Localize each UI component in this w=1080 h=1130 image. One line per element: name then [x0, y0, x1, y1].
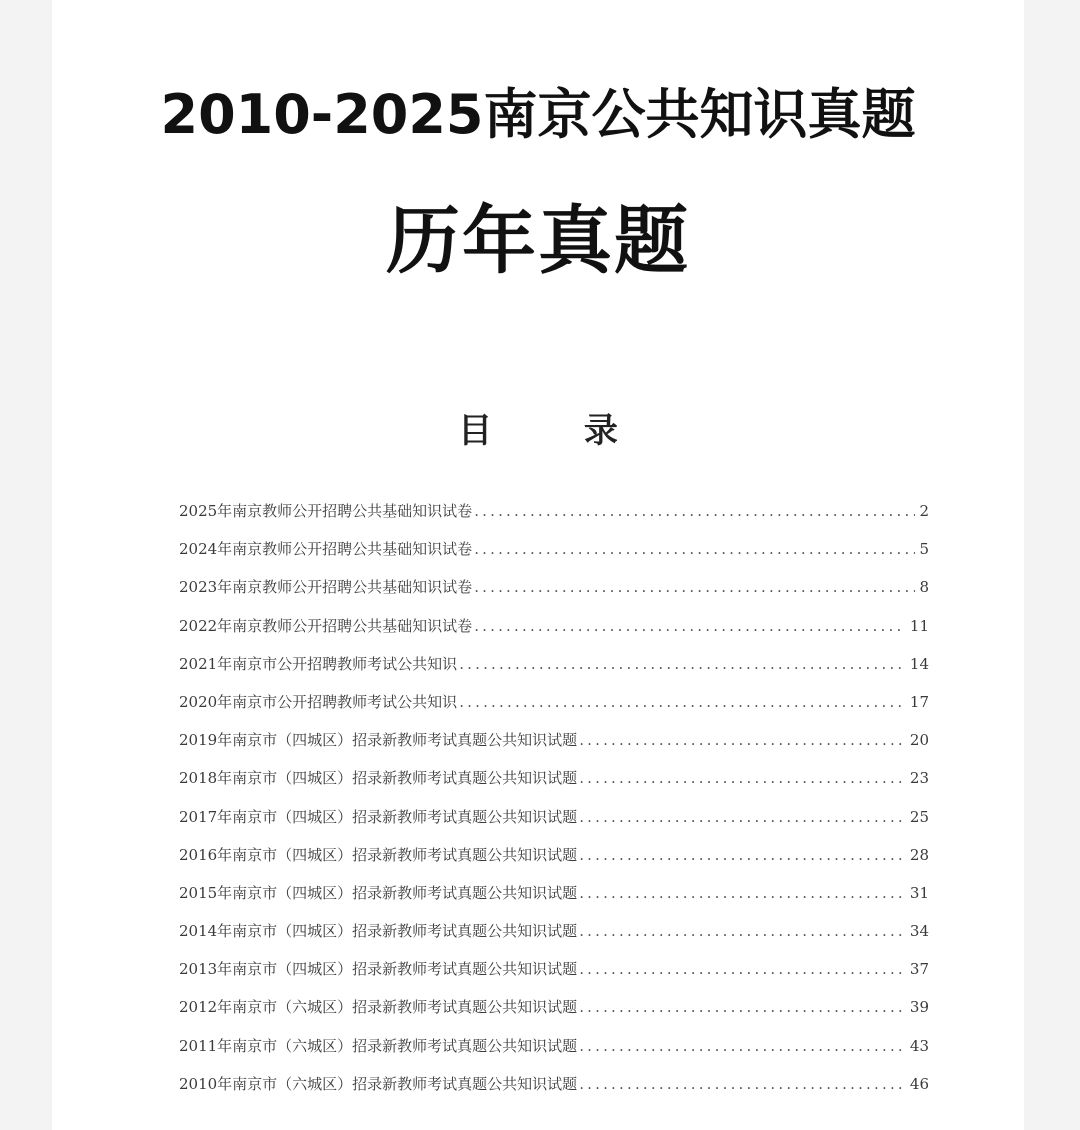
toc-entry-2017[interactable] — [179, 806, 929, 844]
toc-dot-leader — [474, 617, 906, 635]
toc-entry-2022[interactable] — [179, 615, 929, 653]
toc-entry-page: 5 — [919, 540, 929, 559]
toc-entry-title: 2021年南京市公开招聘教师考试公共知识 — [179, 654, 458, 673]
toc-entry-2024[interactable] — [179, 538, 929, 576]
toc-entry-page: 31 — [909, 883, 929, 902]
toc-entry-title: 2014年南京市（四城区）招录新教师考试真题公共知识试题 — [179, 922, 578, 941]
toc-entry-page: 8 — [919, 578, 929, 597]
toc-entry-title: 2018年南京市（四城区）招录新教师考试真题公共知识试题 — [179, 769, 578, 788]
toc-entry-2019[interactable] — [179, 729, 929, 767]
toc-entry-page: 23 — [909, 769, 929, 788]
document-subtitle: 历年真题 — [386, 198, 690, 284]
toc-entry-page: 46 — [909, 1074, 929, 1093]
toc-entry-2010[interactable] — [179, 1073, 929, 1111]
toc-dot-leader — [474, 578, 915, 596]
toc-entry-2025[interactable] — [179, 500, 929, 538]
toc-entry-page: 17 — [909, 692, 929, 711]
toc-dot-leader — [459, 655, 906, 673]
toc-dot-leader — [474, 502, 915, 520]
toc-entry-2013[interactable] — [179, 958, 929, 996]
toc-entry-title: 2019年南京市（四城区）招录新教师考试真题公共知识试题 — [179, 731, 578, 750]
toc-entry-title: 2020年南京市公开招聘教师考试公共知识 — [179, 692, 458, 711]
toc-entry-title: 2023年南京教师公开招聘公共基础知识试卷 — [179, 578, 473, 597]
toc-entry-page: 11 — [909, 616, 929, 635]
toc-entry-2015[interactable] — [179, 882, 929, 920]
toc-entry-page: 20 — [909, 731, 929, 750]
toc-entry-2016[interactable] — [179, 844, 929, 882]
toc-entry-page: 43 — [909, 1036, 929, 1055]
toc-entry-2012[interactable] — [179, 996, 929, 1034]
toc-dot-leader — [579, 1037, 906, 1055]
toc-dot-leader — [579, 846, 906, 864]
toc-entry-2014[interactable] — [179, 920, 929, 958]
toc-dot-leader — [579, 808, 906, 826]
toc-entry-title: 2017年南京市（四城区）招录新教师考试真题公共知识试题 — [179, 807, 578, 826]
toc-dot-leader — [579, 922, 906, 940]
toc-dot-leader — [579, 960, 906, 978]
toc-entry-page: 2 — [919, 502, 929, 520]
toc-entry-page: 39 — [909, 998, 929, 1017]
toc-entry-2011[interactable] — [179, 1035, 929, 1073]
toc-entry-2020[interactable] — [179, 691, 929, 729]
toc-dot-leader — [579, 998, 906, 1016]
document-title: 2010-2025南京公共知识真题 — [160, 83, 916, 146]
toc-entry-title: 2013年南京市（四城区）招录新教师考试真题公共知识试题 — [179, 960, 578, 979]
toc-entry-page: 37 — [909, 960, 929, 979]
toc-entry-title: 2015年南京市（四城区）招录新教师考试真题公共知识试题 — [179, 883, 578, 902]
toc-dot-leader — [474, 540, 915, 558]
toc-dot-leader — [579, 731, 906, 749]
toc-entry-title: 2025年南京教师公开招聘公共基础知识试卷 — [179, 502, 473, 520]
table-of-contents — [179, 500, 929, 1111]
toc-entry-title: 2024年南京教师公开招聘公共基础知识试卷 — [179, 540, 473, 559]
toc-entry-page: 25 — [909, 807, 929, 826]
toc-entry-2021[interactable] — [179, 653, 929, 691]
toc-dot-leader — [579, 769, 906, 787]
toc-heading: 目 录 — [458, 411, 658, 451]
toc-entry-page: 28 — [909, 845, 929, 864]
toc-entry-title: 2016年南京市（四城区）招录新教师考试真题公共知识试题 — [179, 845, 578, 864]
document-page — [52, 0, 1024, 1130]
toc-entry-2023[interactable] — [179, 576, 929, 614]
toc-entry-title: 2011年南京市（六城区）招录新教师考试真题公共知识试题 — [179, 1036, 578, 1055]
toc-dot-leader — [579, 884, 906, 902]
toc-dot-leader — [459, 693, 906, 711]
toc-entry-title: 2022年南京教师公开招聘公共基础知识试卷 — [179, 616, 473, 635]
toc-dot-leader — [579, 1075, 906, 1093]
toc-entry-page: 14 — [909, 654, 929, 673]
toc-entry-title: 2010年南京市（六城区）招录新教师考试真题公共知识试题 — [179, 1074, 578, 1093]
toc-entry-2018[interactable] — [179, 767, 929, 805]
toc-entry-title: 2012年南京市（六城区）招录新教师考试真题公共知识试题 — [179, 998, 578, 1017]
toc-entry-page: 34 — [909, 922, 929, 941]
